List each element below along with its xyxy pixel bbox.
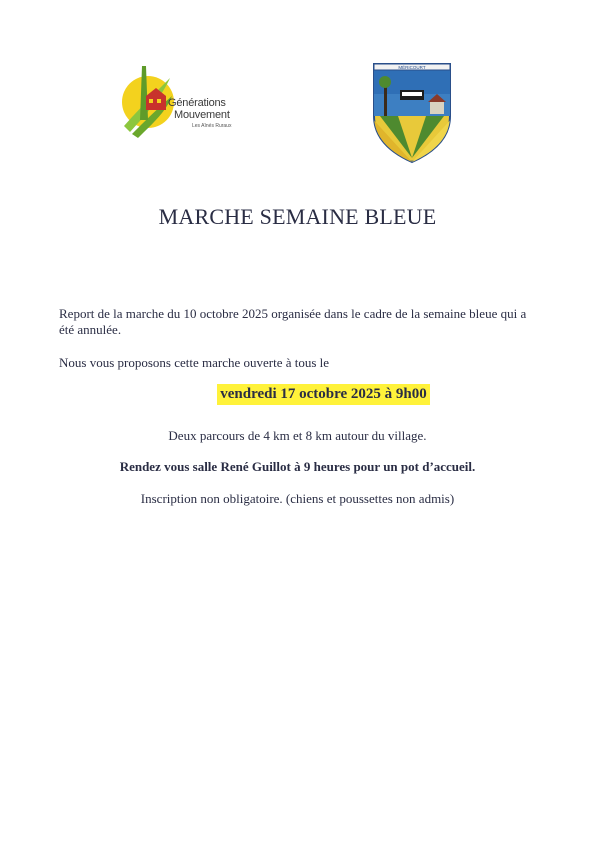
crest-banner-text: MÉRICOURT [398, 65, 426, 70]
invite-paragraph: Nous vous proposons cette marche ouverte à tous le [59, 355, 330, 370]
town-coat-of-arms [370, 58, 454, 164]
coat-of-arms-icon [370, 58, 454, 164]
logo-text-mouvement: Mouvement [174, 109, 230, 121]
routes-info: Deux parcours de 4 km et 8 km autour du village. [168, 428, 427, 443]
logo-text-subtitle: Les Aînés Ruraux [192, 123, 232, 129]
registration-info: Inscription non obligatoire. (chiens et poussettes non admis) [140, 491, 455, 506]
date-highlight: vendredi 17 octobre 2025 à 9h00 [217, 384, 430, 405]
meeting-info: Rendez vous salle René Guillot à 9 heures pour un pot d’accueil. [119, 459, 476, 474]
page-title: MARCHE SEMAINE BLEUE [158, 204, 437, 229]
logo-text-generations: Générations [168, 97, 226, 109]
generations-mouvement-logo [118, 60, 248, 142]
report-paragraph: Report de la marche du 10 octobre 2025 organisée dans le cadre de la semaine bleue qui a été annulée. [59, 306, 527, 337]
date-line [0, 384, 595, 405]
